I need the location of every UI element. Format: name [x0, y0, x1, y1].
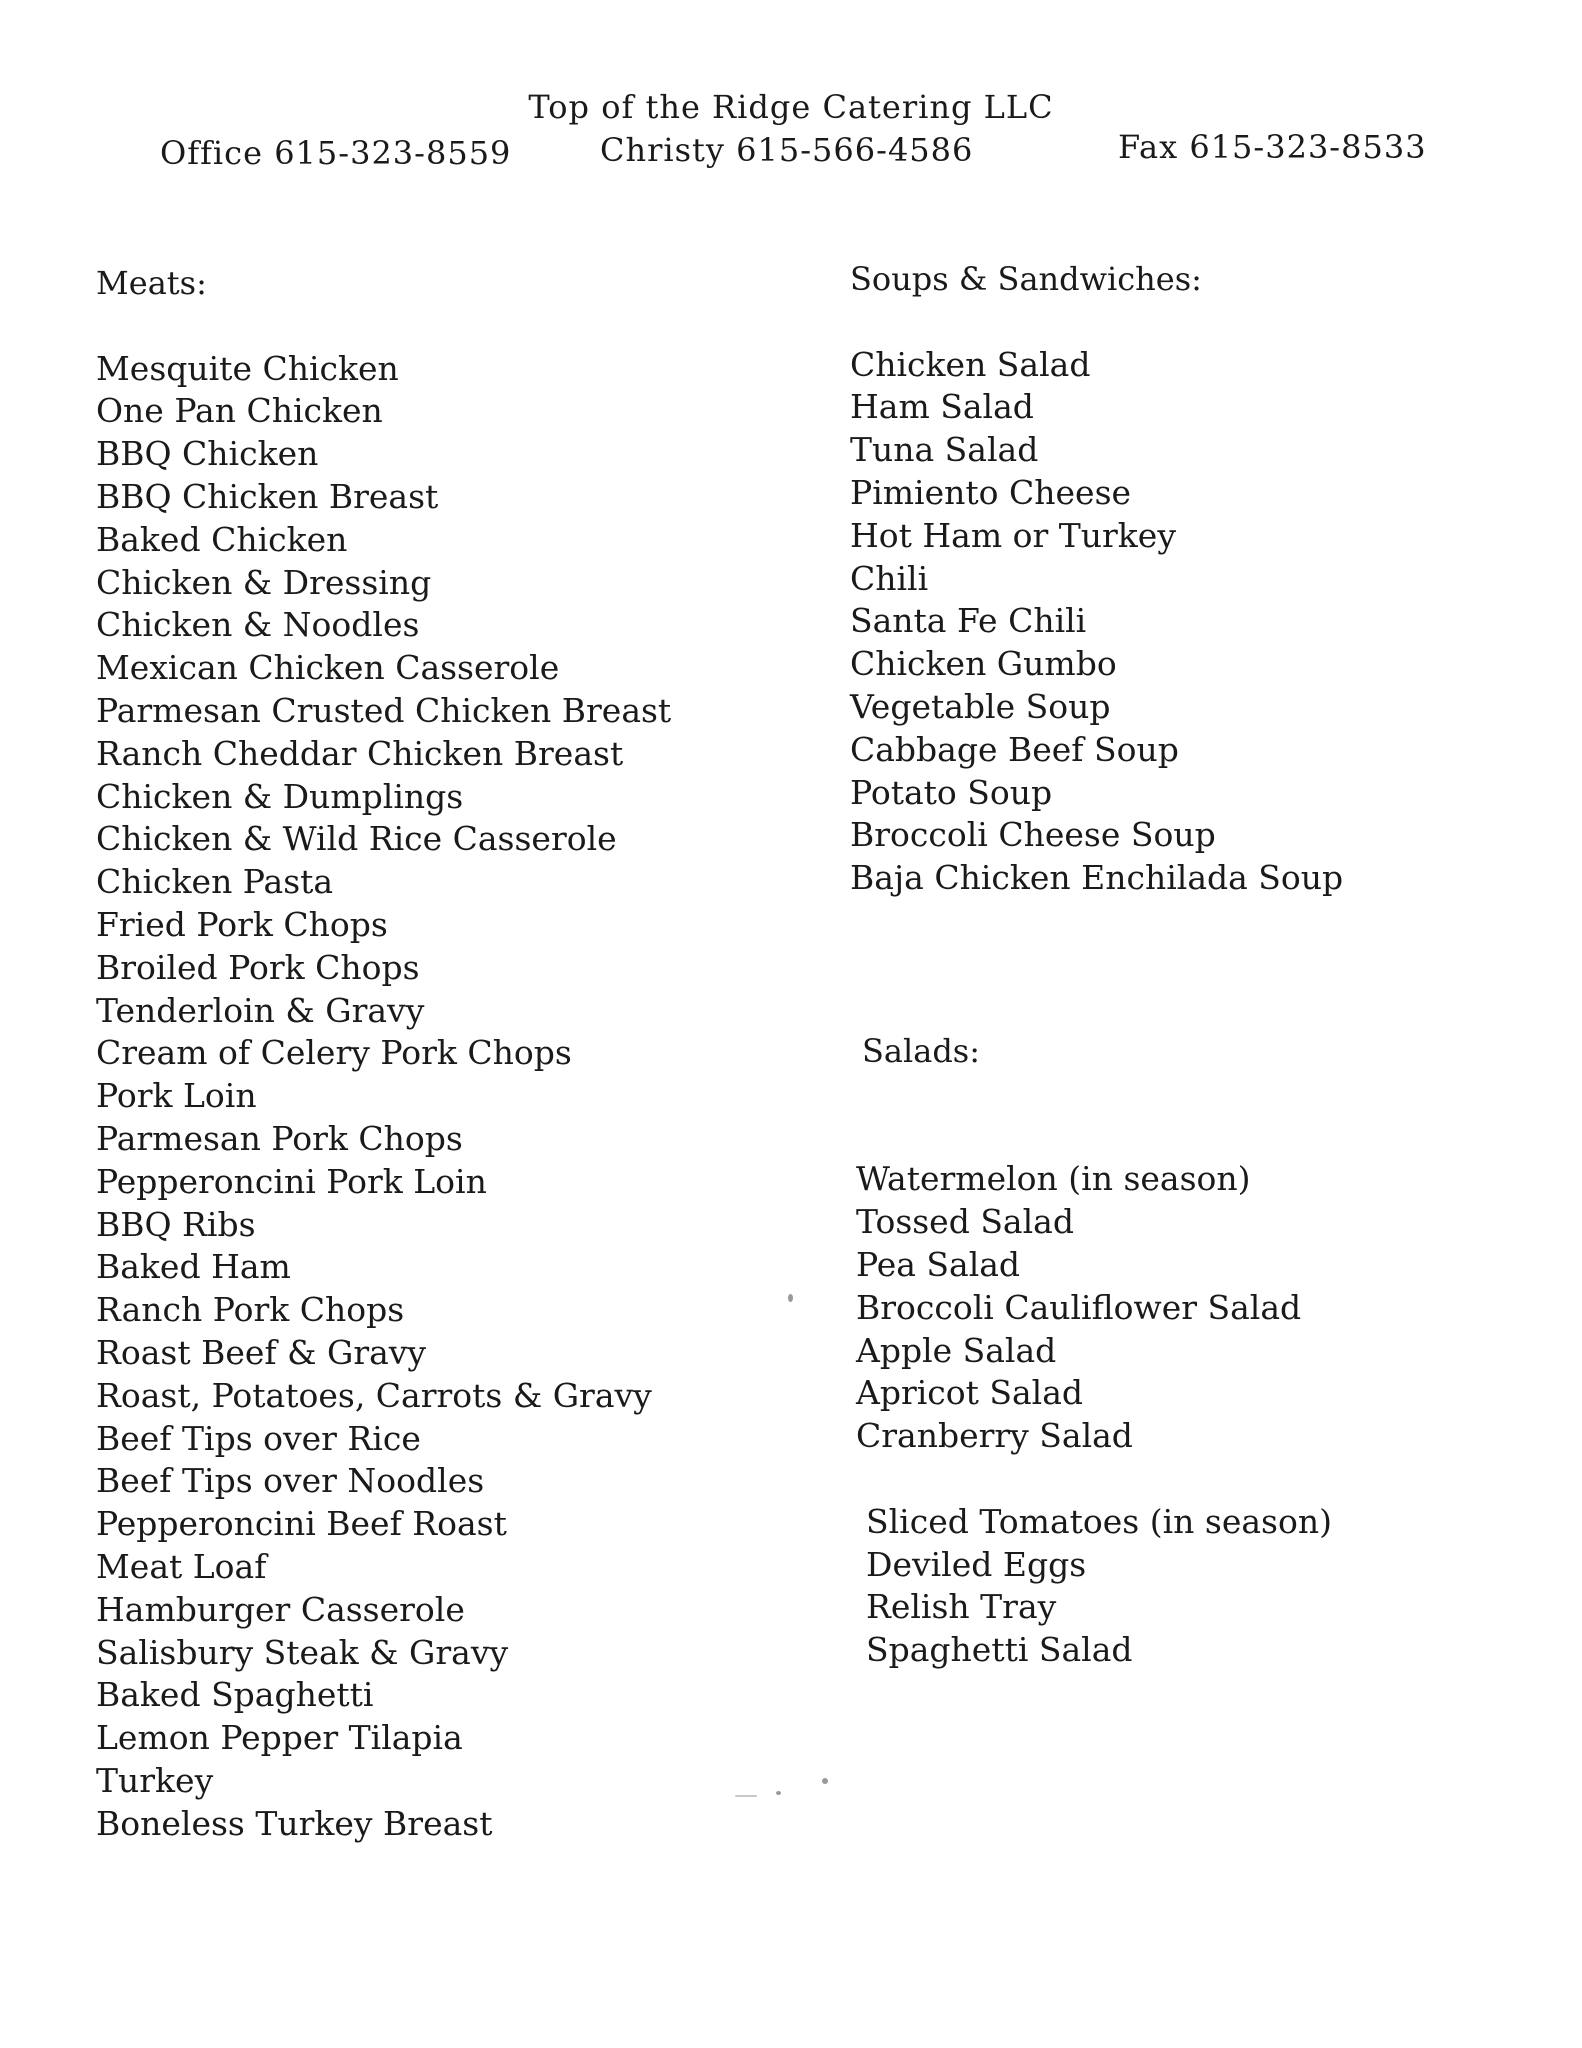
soup-sandwich-item: Hot Ham or Turkey	[850, 515, 1176, 555]
salad-item: Watermelon (in season)	[856, 1159, 1251, 1199]
soup-sandwich-item: Chicken Salad	[850, 344, 1091, 384]
scan-speck	[776, 1791, 781, 1795]
soup-sandwich-item: Ham Salad	[850, 387, 1034, 427]
meat-item: Boneless Turkey Breast	[96, 1803, 493, 1843]
meat-item: Broiled Pork Chops	[96, 947, 420, 987]
meat-item: Pepperoncini Beef Roast	[96, 1504, 507, 1544]
salad-item: Apricot Salad	[856, 1373, 1084, 1413]
salads-section	[856, 1030, 1332, 1672]
soup-sandwich-item: Chicken Gumbo	[850, 644, 1117, 684]
soup-sandwich-item: Cabbage Beef Soup	[850, 729, 1179, 769]
meat-item: Chicken & Dumplings	[96, 776, 464, 816]
scan-speck	[822, 1778, 828, 1784]
salad-item: Cranberry Salad	[856, 1416, 1133, 1456]
meat-item: Pepperoncini Pork Loin	[96, 1161, 487, 1201]
soup-sandwich-item: Baja Chicken Enchilada Soup	[850, 858, 1344, 898]
meat-item: Chicken & Dressing	[96, 562, 432, 602]
company-name: Top of the Ridge Catering LLC	[528, 88, 1054, 126]
salad-item: Tossed Salad	[856, 1202, 1074, 1242]
fax-number: Fax 615-323-8533	[1118, 128, 1427, 166]
meat-item: Chicken & Noodles	[96, 605, 420, 645]
salad-item: Broccoli Cauliflower Salad	[856, 1287, 1302, 1327]
meat-item: BBQ Chicken Breast	[96, 476, 439, 516]
meat-item: Mesquite Chicken	[96, 348, 399, 388]
meat-item: Roast Beef & Gravy	[96, 1332, 427, 1372]
soups-heading: Soups & Sandwiches:	[850, 260, 1202, 298]
meat-item: Parmesan Crusted Chicken Breast	[96, 690, 672, 730]
soup-sandwich-item: Chili	[850, 558, 929, 598]
salads-heading: Salads:	[862, 1032, 980, 1070]
scan-speck	[735, 1795, 757, 1797]
meat-item: Ranch Cheddar Chicken Breast	[96, 733, 624, 773]
meat-item: Baked Chicken	[96, 519, 348, 559]
meat-item: BBQ Chicken	[96, 434, 319, 474]
meat-item: Chicken & Wild Rice Casserole	[96, 819, 617, 859]
soup-sandwich-item: Santa Fe Chili	[850, 601, 1087, 641]
meat-item: Cream of Celery Pork Chops	[96, 1033, 572, 1073]
soup-sandwich-item: Tuna Salad	[850, 430, 1039, 470]
meat-item: Mexican Chicken Casserole	[96, 648, 560, 688]
soup-sandwich-item: Vegetable Soup	[850, 686, 1111, 726]
soup-sandwich-item: Broccoli Cheese Soup	[850, 815, 1216, 855]
meat-item: Pork Loin	[96, 1076, 257, 1116]
salad-item: Pea Salad	[856, 1244, 1021, 1284]
soups-section	[850, 258, 1343, 900]
meat-item: Fried Pork Chops	[96, 904, 388, 944]
soup-sandwich-item: Pimiento Cheese	[850, 472, 1132, 512]
meat-item: Parmesan Pork Chops	[96, 1118, 463, 1158]
meat-item: Meat Loaf	[96, 1546, 267, 1586]
meats-section	[96, 262, 671, 1845]
meat-item: BBQ Ribs	[96, 1204, 256, 1244]
meat-item: Baked Ham	[96, 1247, 291, 1287]
meat-item: Beef Tips over Noodles	[96, 1461, 485, 1501]
meats-heading: Meats:	[96, 264, 207, 302]
meat-item: Ranch Pork Chops	[96, 1290, 405, 1330]
meat-item: Beef Tips over Rice	[96, 1418, 421, 1458]
meat-item: Baked Spaghetti	[96, 1675, 374, 1715]
meats-list	[96, 348, 671, 1846]
salad-item: Sliced Tomatoes (in season)	[866, 1501, 1332, 1541]
salad-item: Deviled Eggs	[866, 1544, 1087, 1584]
salads-list	[856, 1158, 1332, 1458]
meat-item: Salisbury Steak & Gravy	[96, 1632, 509, 1672]
salads-list-extra	[866, 1501, 1332, 1672]
salad-item: Spaghetti Salad	[866, 1630, 1133, 1670]
salad-item: Apple Salad	[856, 1330, 1057, 1370]
salad-item: Relish Tray	[866, 1587, 1057, 1627]
meat-item: Roast, Potatoes, Carrots & Gravy	[96, 1375, 652, 1415]
christy-phone: Christy 615-566-4586	[600, 131, 974, 169]
meat-item: Tenderloin & Gravy	[96, 990, 425, 1030]
scan-speck	[788, 1294, 793, 1302]
meat-item: One Pan Chicken	[96, 391, 383, 431]
meat-item: Turkey	[96, 1760, 214, 1800]
soup-sandwich-item: Potato Soup	[850, 772, 1053, 812]
meat-item: Lemon Pepper Tilapia	[96, 1718, 463, 1758]
meat-item: Chicken Pasta	[96, 862, 334, 902]
meat-item: Hamburger Casserole	[96, 1589, 465, 1629]
office-phone: Office 615-323-8559	[160, 134, 512, 172]
soups-list	[850, 344, 1343, 900]
